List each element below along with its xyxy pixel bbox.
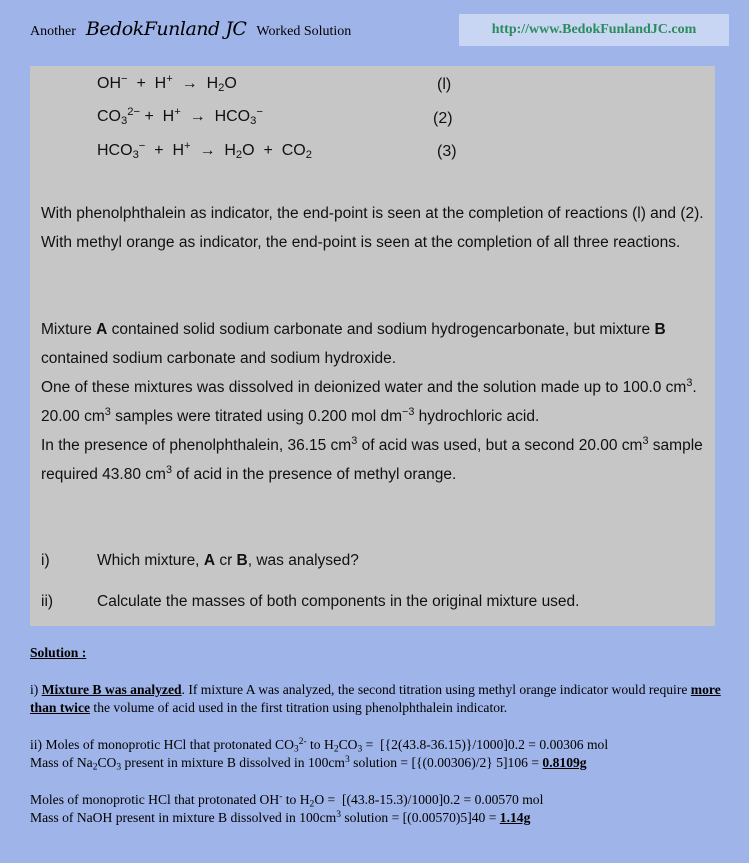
question-ii xyxy=(41,593,579,611)
header-another: Another xyxy=(30,24,76,39)
solution-section xyxy=(30,644,740,828)
question-i-text: Which mixture, A cr B, was analysed? xyxy=(97,552,359,569)
equation-2-number: (2) xyxy=(433,110,453,127)
question-panel xyxy=(30,66,715,626)
question-i xyxy=(41,552,359,570)
equation-1-number: (l) xyxy=(437,76,452,93)
site-url-link[interactable]: http://www.BedokFunlandJC.com xyxy=(459,14,729,46)
indicator-paragraph: With phenolphthalein as indicator, the end-point is seen at the completion of reactions (l) and (2). With methyl orange as indicator, the end-point is seen at the completion of all three reactions. xyxy=(41,205,708,251)
solution-part-i: i) Mixture B was analyzed. If mixture A was analyzed, the second titration using methyl orange indicator would require more than twice the volume of acid used in the first titration using phenolphthalein indicator. xyxy=(30,681,721,715)
solution-title: Solution : xyxy=(30,645,87,660)
brand-logo: BedokFunland JC xyxy=(85,18,247,40)
equation-2: $CO_3^{2-} + H^+ \to HCO_3^-$ xyxy=(97,105,263,127)
equation-3-number: (3) xyxy=(437,143,457,160)
solution-part-ii-line-1: ii) Moles of monoprotic HCl that protonated $CO_3^{2-}$ to $H_2CO_3 = [\{2(43.8-36.15)\}/1000]0.2 = 0.00306$ mol xyxy=(30,736,609,754)
question-i-number: i) xyxy=(41,552,50,569)
solution-part-ii-line-2: Mass of $Na_2CO_3$ present in mixture B dissolved in $100cm^3$ solution = [{(0.00306)/2} 5]106 = 0.8109g xyxy=(30,754,587,773)
page-header xyxy=(30,18,351,40)
header-worked-solution: Worked Solution xyxy=(256,24,352,39)
solution-part-ii-line-3: Moles of monoprotic HCl that protonated OH- to $H_2O = [(43.8-15.3)/1000]0.2 = 0.00570$ mol xyxy=(30,791,544,809)
question-ii-number: ii) xyxy=(41,593,54,610)
equation-1: $OH^- + H^+ \to H_2O$ xyxy=(97,72,237,94)
mixture-paragraph: Mixture A contained solid sodium carbonate and sodium hydrogencarbonate, but mixture B contained sodium carbonate and sodium hydroxide. One of these mixtures was dissolved in deionized water and the solution made up to 100.0 $cm^3$. 20.00 $cm^3$ samples were titrated using 0.200 mol $dm^{-3}$ hydrochloric acid. In the presence of phenolphthalein, 36.15 $cm^3$ of acid was used, but a second 20.00 $cm^3$ sample required 43.80 $cm^3$ of acid in the presence of methyl orange. xyxy=(41,321,703,483)
question-ii-text: Calculate the masses of both components in the original mixture used. xyxy=(97,593,580,610)
equation-3: $HCO_3^- + H^+ \to H_2O + CO_2$ xyxy=(97,139,312,161)
solution-part-ii-line-4: Mass of NaOH present in mixture B dissolved in $100cm^3$ solution = [(0.00570)5]40 = 1.14g xyxy=(30,809,531,825)
